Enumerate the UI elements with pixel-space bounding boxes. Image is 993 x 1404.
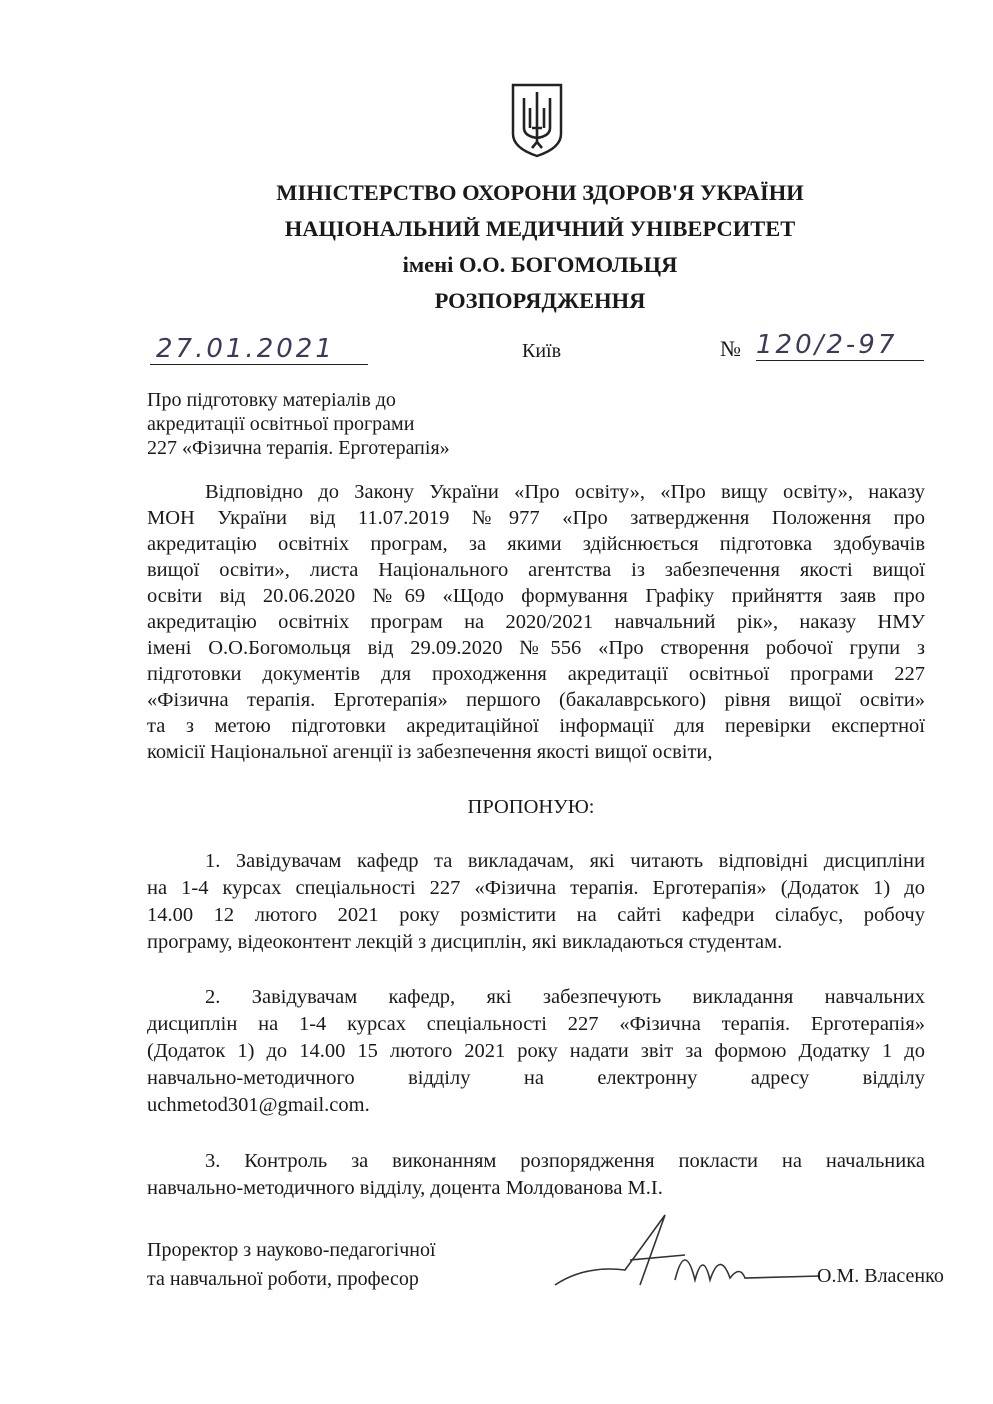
number-sign: № [720,336,741,361]
subject [147,388,450,460]
preamble-line: акредитацію освітніх програм на 2020/2021 навчальний рік», наказу НМУ [147,611,925,633]
item-line: 2. Завідувачам кафедр, які забезпечують викладання навчальних [205,986,925,1008]
preamble-line: МОН України від 11.07.2019 №977 «Про затвердження Положення про [147,507,925,529]
item-line: uchmetod301@gmail.com. [147,1094,370,1116]
preamble-line: комісії Національної агенції із забезпечення якості вищої освіти, [147,741,713,763]
preamble-line: акредитацію освітніх програм, за якими здійснюється підготовка здобувачів [147,533,925,555]
item-line: навчально-методичного відділу на електронну адресу відділу [147,1067,925,1089]
preamble-line: освіти від 20.06.2020 №69 «Щодо формування Графіку прийняття заяв про [147,585,925,607]
signatory-position [147,1236,436,1294]
university-name: імені О.О. БОГОМОЛЬЦЯ [402,252,678,277]
subject-line: Про підготовку матеріалів до [147,389,396,411]
document-type: РОЗПОРЯДЖЕННЯ [434,288,646,313]
preamble-line: «Фізична терапія. Ерготерапія» першого (бакалаврського) рівня вищої освіти» [147,689,925,711]
position-line: та навчальної роботи, професор [147,1268,419,1290]
signatory-name: О.М. Власенко [817,1265,944,1287]
item-line: 3. Контроль за виконанням розпорядження покласти на начальника [205,1150,925,1172]
position-line: Проректор з науково-педагогічної [147,1239,436,1261]
item-line: на 1-4 курсах спеціальності 227 «Фізична терапія. Ерготерапія» (Додаток 1) до [147,877,925,899]
preamble-line: та з метою підготовки акредитаційної інформації для перевірки експертної [147,715,925,737]
item-line: програму, відеоконтент лекцій з дисциплін, які викладаються студентам. [147,931,783,953]
city: Київ [522,340,562,362]
preamble-line: вищої освіти», листа Національного агентства із забезпечення якості вищої [147,559,925,581]
item-line: дисциплін на 1-4 курсах спеціальності 227 «Фізична терапія. Ерготерапія» [147,1013,925,1035]
ministry-title: МІНІСТЕРСТВО ОХОРОНИ ЗДОРОВ'Я УКРАЇНИ [276,180,804,205]
item-line: 1. Завідувачам кафедр та викладачам, які читають відповідні дисципліни [205,850,925,872]
preamble-line: Відповідно до Закону України «Про освіту», «Про вищу освіту», наказу [205,481,925,503]
preamble-line: підготовки документів для проходження акредитації освітньої програми 227 [147,663,925,685]
subject-line: 227 «Фізична терапія. Ерготерапія» [147,437,450,459]
propose-heading: ПРОПОНУЮ: [467,796,595,818]
item-line: навчально-методичного відділу, доцента Молдованова М.І. [147,1177,663,1199]
preamble-line: імені О.О.Богомольця від 29.09.2020 №556 «Про створення робочої групи з [147,637,925,659]
item-line: 14.00 12 лютого 2021 року розмістити на сайті кафедри сілабус, робочу [147,904,925,926]
subject-line: акредитації освітньої програми [147,413,415,435]
handwritten-signature [545,1210,825,1295]
document-number: 120/2-97 [756,330,924,361]
item-line: (Додаток 1) до 14.00 15 лютого 2021 року надати звіт за формою Додатку 1 до [147,1040,925,1062]
document-date: 27.01.2021 [150,334,368,365]
coat-of-arms-icon [510,82,564,158]
university-title: НАЦІОНАЛЬНИЙ МЕДИЧНИЙ УНІВЕРСИТЕТ [284,216,796,241]
